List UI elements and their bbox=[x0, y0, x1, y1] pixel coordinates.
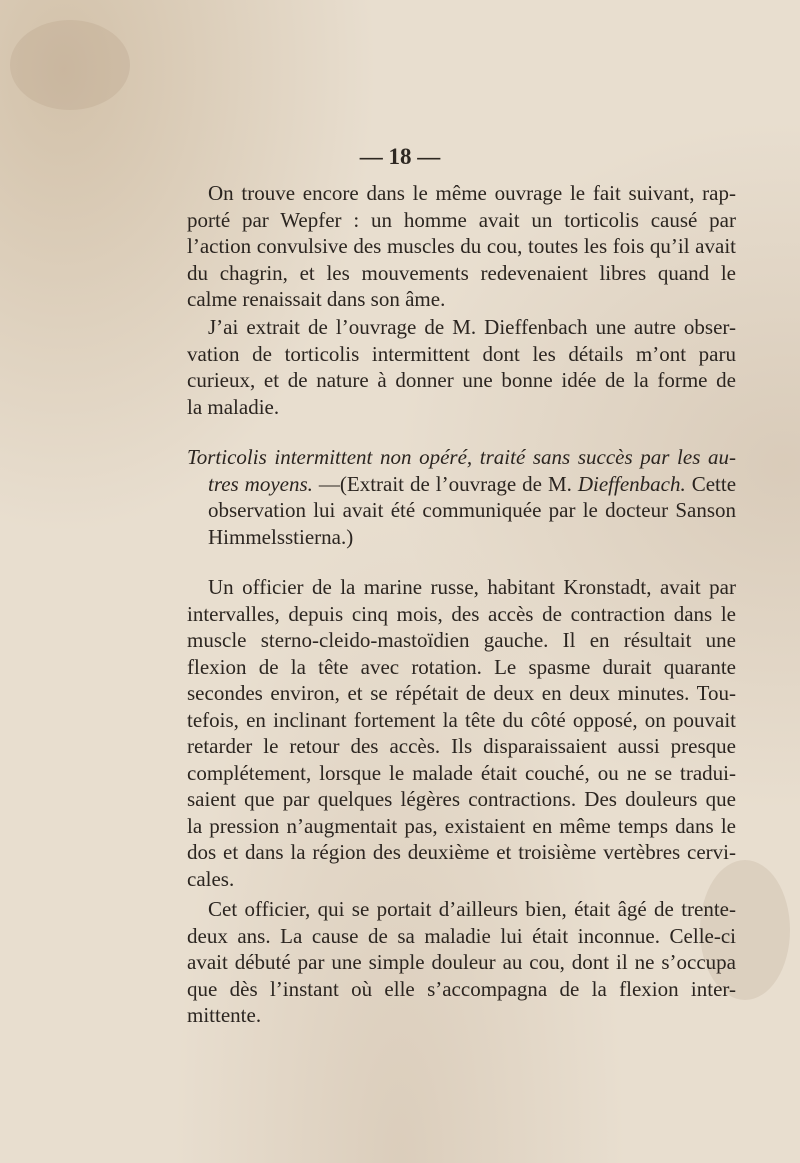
text-line: complétement, lorsque le malade était couché, ou ne se tradui- bbox=[187, 760, 736, 785]
heading-source-text: —(Extrait de l’ouvrage de M. bbox=[312, 471, 578, 496]
text-line: calme renaissait dans son âme. bbox=[187, 287, 446, 311]
heading-italic-text: Torticolis intermittent non opéré, traité sans succès par les au- bbox=[187, 445, 736, 469]
paragraph-dieffenbach bbox=[187, 314, 736, 420]
text-line: que dès l’instant où elle s’accompagna de la flexion inter- bbox=[187, 976, 736, 1001]
text-line: Un officier de la marine russe, habitant Kronstadt, avait par bbox=[208, 575, 736, 599]
text-line: du chagrin, et les mouvements redevenaient libres quand le bbox=[187, 260, 736, 285]
text-line: secondes environ, et se répétait de deux en deux minutes. Tou- bbox=[187, 681, 736, 705]
text-line: Cet officier, qui se portait d’ailleurs bien, était âgé de trente- bbox=[208, 897, 736, 921]
text-line: vation de torticolis intermittent dont les détails m’ont paru bbox=[187, 341, 736, 366]
heading-line: Himmelsstierna.) bbox=[208, 524, 354, 549]
text-line: curieux, et de nature à donner une bonne idée de la forme de bbox=[187, 368, 736, 392]
heading-italic-text: tres moyens. bbox=[208, 471, 313, 496]
text-line: l’action convulsive des muscles du cou, toutes les fois qu’il avait bbox=[187, 234, 736, 258]
text-line: muscle sterno-cleido-mastoïdien gauche. Il en résultait une bbox=[187, 628, 736, 652]
text-line: tefois, en inclinant fortement la tête du côté opposé, on pouvait bbox=[187, 707, 736, 732]
paragraph-wepfer bbox=[187, 180, 736, 313]
heading-author-name: Dieffenbach. bbox=[577, 471, 686, 496]
text-line: porté par Wepfer : un homme avait un torticolis causé par bbox=[187, 207, 736, 232]
text-line: mittente. bbox=[187, 1003, 262, 1027]
heading-source-text: Cette bbox=[685, 471, 737, 496]
heading-line bbox=[187, 471, 736, 498]
text-line: dos et dans la région des deuxième et troisième vertèbres cervi- bbox=[187, 840, 736, 864]
heading-line: observation lui avait été communiquée par le docteur Sanson bbox=[208, 498, 736, 522]
observation-heading bbox=[187, 444, 736, 550]
text-line: intervalles, depuis cinq mois, des accès de contraction dans le bbox=[187, 601, 736, 626]
text-line: cales. bbox=[187, 866, 235, 891]
text-line: la pression n’augmentait pas, existaient en même temps dans le bbox=[187, 813, 736, 838]
paragraph-case-history bbox=[187, 896, 736, 1029]
heading-line bbox=[187, 444, 736, 471]
text-line: flexion de la tête avec rotation. Le spasme durait quarante bbox=[187, 654, 736, 679]
text-line: la maladie. bbox=[187, 394, 280, 419]
text-line: saient que par quelques légères contractions. Des douleurs que bbox=[187, 787, 736, 811]
text-line: On trouve encore dans le même ouvrage le fait suivant, rap- bbox=[208, 181, 736, 205]
text-line: avait débuté par une simple douleur au cou, dont il ne s’occupa bbox=[187, 950, 736, 974]
text-line: J’ai extrait de l’ouvrage de M. Dieffenbach une autre obser- bbox=[208, 315, 736, 339]
text-line: retarder le retour des accès. Ils disparaissaient aussi presque bbox=[187, 734, 736, 758]
text-line: deux ans. La cause de sa maladie lui était inconnue. Celle-ci bbox=[187, 923, 736, 948]
paper-stain bbox=[10, 20, 130, 110]
paragraph-case-description bbox=[187, 574, 736, 892]
page-number: — 18 — bbox=[359, 144, 441, 169]
